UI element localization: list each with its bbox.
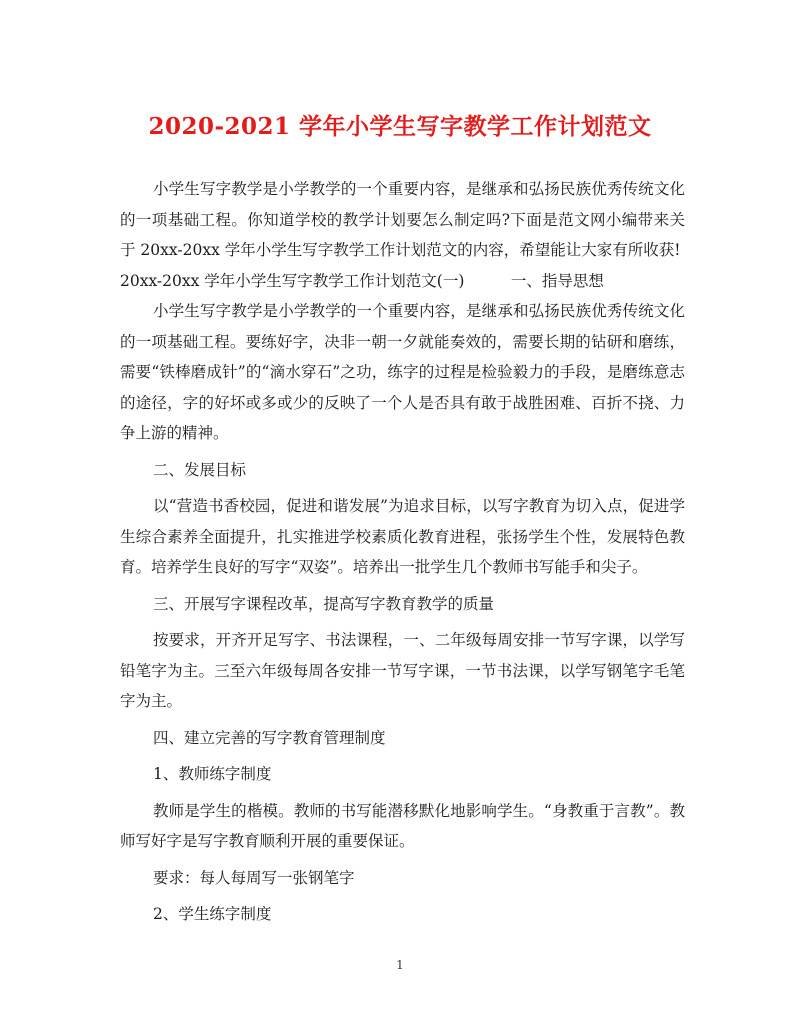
guiding-thought-paragraph: 小学生写字教学是小学教学的一个重要内容，是继承和弘扬民族优秀传统文化的一项基础工程。要练好字，决非一朝一夕就能奏效的，需要长期的钻研和磨练，需要“铁棒磨成针”的“滴水穿石”之功，练字的过程是检验毅力的手段，是磨练意志的途径，字的好坏或多或少的反映了一个人是否具有敢于战胜困难、百折不挠、力争上游的精神。: [120, 302, 685, 442]
teacher-practice-paragraph: 教师是学生的楷模。教师的书写能潜移默化地影响学生。“身教重于言教”。教师写好字是写字教育顺利开展的重要保证。: [120, 801, 685, 850]
student-practice-heading: 2、学生练字制度: [153, 905, 272, 923]
teacher-requirement-line: 要求：每人每周写一张钢笔字: [153, 868, 355, 887]
development-goal-paragraph: 以“营造书香校园，促进和谐发展”为追求目标，以写字教育为切入点，促进学生综合素养全面提升，扎实推进学校素质化教育进程，张扬学生个性，发展特色教育。培养学生良好的写字“双姿”。培养出一批学生几个教师书写能手和尖子。: [120, 497, 685, 576]
intro-paragraph: 小学生写字教学是小学教学的一个重要内容，是继承和弘扬民族优秀传统文化的一项基础工程。你知道学校的教学计划要怎么制定吗?下面是范文网小编带来关于 20xx-20xx 学年小学生写字教学工作计划范文的内容，希望能让大家有所收获!: [120, 180, 685, 259]
development-goal-heading: 二、发展目标: [153, 460, 247, 479]
management-system-heading: 四、建立完善的写字教育管理制度: [153, 728, 386, 747]
section-heading-line: 20xx-20xx 学年小学生写字教学工作计划范文(一) 一、指导思想: [120, 271, 604, 290]
document-body: [120, 174, 685, 930]
document-title: 2020-2021 学年小学生写字教学工作计划范文: [148, 113, 652, 140]
page-number: 1: [396, 958, 404, 972]
curriculum-reform-heading: 三、开展写字课程改革，提高写字教育教学的质量: [153, 594, 495, 613]
curriculum-reform-paragraph: 按要求，开齐开足写字、书法课程，一、二年级每周安排一节写字课，以学写铅笔字为主。三至六年级每周各安排一节写字课，一节书法课，以学写钢笔字毛笔字为主。: [120, 631, 685, 710]
teacher-practice-heading: 1、教师练字制度: [153, 765, 272, 783]
